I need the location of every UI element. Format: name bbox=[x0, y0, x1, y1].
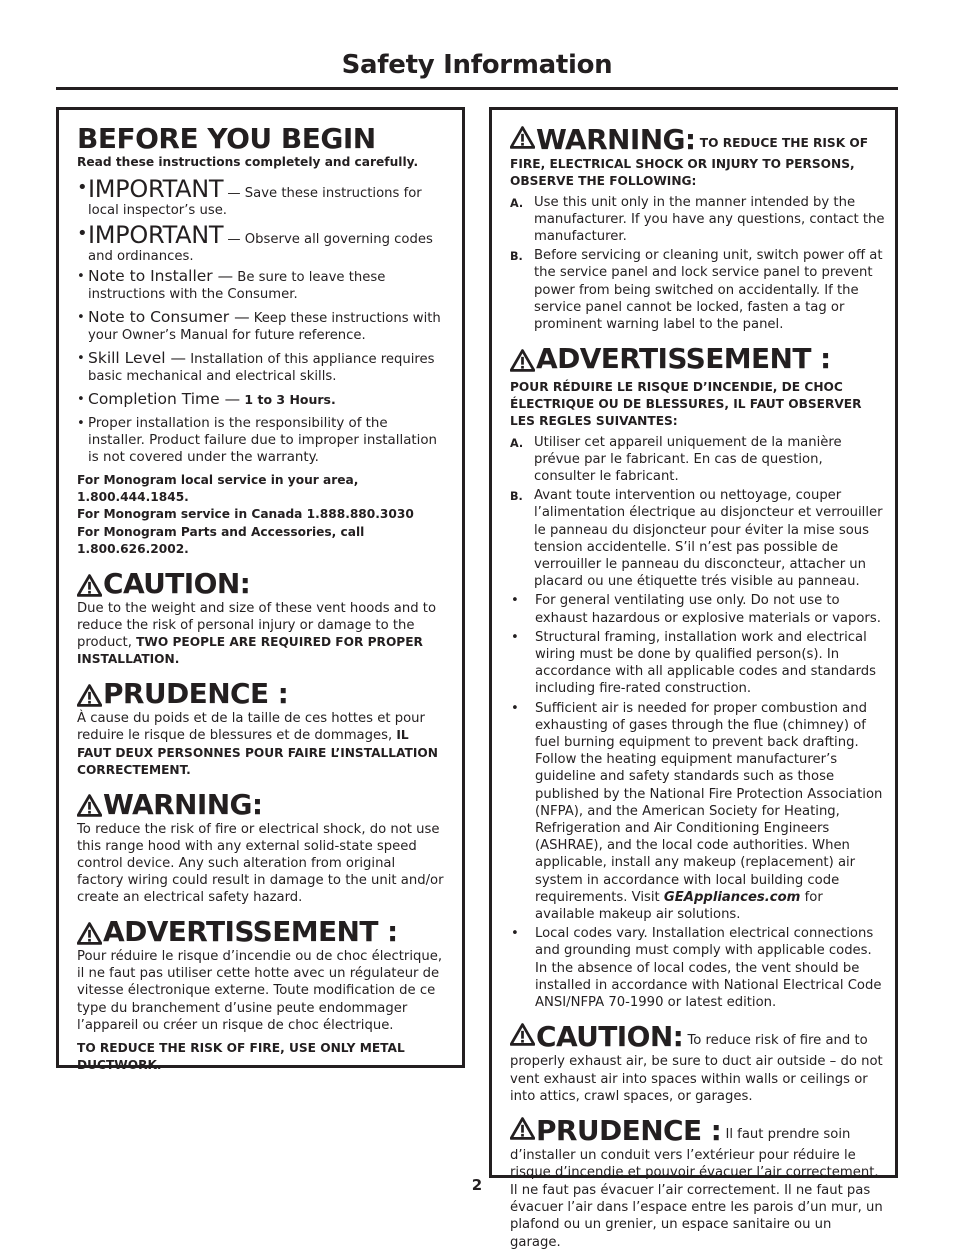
warning-triangle-icon bbox=[510, 1023, 535, 1046]
list-item-text: For general ventilating use only. Do not use to exhaust hazardous or explosive materials or vapors. bbox=[535, 593, 881, 626]
caution-text: To reduce risk of fire and to properly exhaust air, be sure to duct air outside – do not vent exhaust air into spaces within walls or ceilings or into attics, crawl spaces, or garages. bbox=[510, 1033, 883, 1104]
warnings-panel bbox=[489, 107, 898, 1250]
list-marker: B. bbox=[510, 490, 523, 504]
warning-triangle-icon bbox=[510, 126, 535, 149]
prudence-text bbox=[77, 710, 444, 778]
caution-body: Due to the weight and size of these vent hoods and to reduce the risk of personal injury or damage to the product, bbox=[77, 601, 437, 651]
caution-title: CAUTION: bbox=[103, 567, 251, 601]
list-marker: A. bbox=[510, 436, 524, 450]
metal-ductwork-notice: TO REDUCE THE RISK OF FIRE, USE ONLY METAL DUCTWORK. bbox=[77, 1040, 405, 1072]
list-item-text: Proper installation is the responsibility of the installer. Product failure due to improper installation is not covered under the warranty. bbox=[88, 416, 438, 465]
prudence-text: Il faut prendre soin d’installer un conduit vers l’extérieur pour réduire le risque d’incendie et pouvoir évacuer l’air correctement. Il ne faut pas évacuer l’air correctement. Il ne faut pas évacuer l’air dans l’espace entre les parois d’un mur, un plafond ou un grenier, un espace sanitaire ou un garage. bbox=[510, 1127, 883, 1250]
list-item-text: Sufficient air is needed for proper combustion and exhausting of gases through the flue (chimney) of fuel burning equipment to prevent back drafting. Follow the heating equipment manufacturer’s guideline and safety standards such as those published by the National Fire Protection Association (NFPA), and the American Society for Heating, Refrigeration and Air Conditioning Engineers (ASHRAE), and the local code authorities. When applicable, install any makeup (replacement) air system in accordance with local building code requirements. Visit bbox=[535, 700, 883, 905]
warning-title: WARNING: bbox=[536, 123, 696, 156]
advertissement-text: Pour réduire le risque d’incendie ou de choc électrique, il ne faut pas utiliser cette hotte avec un régulateur de vitesse électronique externe. Toute modification de ce type du branchement d’usine peute endommager l’appareil ou créer un risque de choc électrique. bbox=[77, 949, 443, 1033]
list-item bbox=[77, 268, 444, 303]
list-item-text: Be sure to leave these instructions with the Consumer. bbox=[88, 270, 386, 302]
list-item-text: — Observe all governing codes and ordinances. bbox=[88, 232, 433, 264]
list-item bbox=[510, 194, 885, 246]
list-item-text: Use this unit only in the manner intended by the manufacturer. If you have any questions, contact the manufacturer. bbox=[534, 194, 885, 244]
before-you-begin-heading: BEFORE YOU BEGIN bbox=[77, 122, 376, 155]
bullet-icon: • bbox=[511, 593, 519, 609]
list-item bbox=[510, 247, 885, 333]
list-item bbox=[77, 415, 444, 466]
list-item bbox=[77, 350, 444, 385]
caution-heading bbox=[77, 568, 444, 600]
bullet-icon: • bbox=[511, 629, 519, 645]
list-item-text: Keep these instructions with your Owner’s Manual for future reference. bbox=[88, 311, 441, 343]
warning-text: To reduce the risk of fire or electrical shock, do not use this range hood with any external solid-state speed control device. Any such alteration from original factory wiring could result in damage to the unit and/or create an electrical safety hazard. bbox=[77, 821, 444, 906]
bullet-icon: • bbox=[77, 416, 85, 431]
caution-title: CAUTION: bbox=[536, 1020, 684, 1054]
list-item bbox=[510, 925, 885, 1011]
prudence-body: À cause du poids et de la taille de ces hottes et pour reduire le risque de blessures et de dommages, bbox=[77, 711, 425, 744]
warning-heading bbox=[77, 789, 444, 821]
service-line: 1.800.444.1845. bbox=[77, 490, 189, 505]
warning-triangle-icon bbox=[77, 574, 102, 597]
completion-time-label: Completion Time — bbox=[88, 390, 241, 408]
prudence-title: PRUDENCE : bbox=[103, 677, 289, 711]
list-item bbox=[77, 176, 444, 219]
warning-triangle-icon bbox=[77, 684, 102, 707]
advertissement-title: ADVERTISSEMENT : bbox=[536, 342, 831, 376]
warning-title: WARNING: bbox=[103, 787, 263, 821]
page-number: 2 bbox=[471, 1176, 483, 1194]
bullet-icon: • bbox=[511, 700, 519, 716]
list-item bbox=[510, 629, 885, 698]
list-item-text: Before servicing or cleaning unit, switch power off at the service panel and lock service panel to prevent power from being switched on accidentally. If the service panel cannot be locked, fasten a tag or prominent warning label to the panel. bbox=[534, 248, 883, 333]
list-item bbox=[510, 700, 885, 924]
title-divider bbox=[56, 87, 898, 90]
note-to-installer-label: Note to Installer — bbox=[88, 267, 234, 285]
monogram-service-info bbox=[77, 472, 444, 558]
caution-emphasis: TWO PEOPLE ARE REQUIRED FOR PROPER INSTALLATION. bbox=[77, 635, 423, 667]
bullet-icon: • bbox=[77, 177, 88, 198]
list-item bbox=[77, 391, 444, 409]
prudence-heading bbox=[77, 678, 444, 710]
list-item-text: for available makeup air solutions. bbox=[535, 889, 823, 922]
page-title: Safety Information bbox=[341, 50, 613, 80]
list-item-text: Structural framing, installation work and electrical wiring must be done by qualified person(s). In accordance with all applicable codes and standards including fire-rated construction. bbox=[535, 629, 877, 697]
list-item bbox=[510, 592, 885, 626]
skill-level-label: Skill Level — bbox=[88, 349, 187, 367]
advertissement-intro: POUR RÉDUIRE LE RISQUE D’INCENDIE, DE CHOC ÉLECTRIQUE OU DE BLESSURES, IL FAUT OBSERVER LES REGLES SUIVANTES: bbox=[510, 380, 862, 429]
bullet-icon: • bbox=[511, 926, 519, 942]
prudence-title: PRUDENCE : bbox=[536, 1114, 722, 1148]
before-you-begin-panel bbox=[56, 107, 465, 1072]
list-item bbox=[77, 222, 444, 265]
warning-triangle-icon bbox=[77, 794, 102, 817]
list-item-text: Utiliser cet appareil uniquement de la manière prévue par le fabricant. En cas de question, consulter le fabricant. bbox=[534, 434, 842, 484]
list-marker: B. bbox=[510, 250, 523, 264]
important-label: IMPORTANT bbox=[88, 221, 224, 249]
list-marker: A. bbox=[510, 196, 524, 210]
completion-time-value: 1 to 3 Hours. bbox=[240, 392, 336, 407]
service-line: For Monogram local service in your area, bbox=[77, 473, 359, 487]
warning-triangle-icon bbox=[510, 1117, 535, 1140]
ge-appliances-link[interactable]: GEAppliances.com bbox=[663, 889, 801, 905]
before-you-begin-subheading: Read these instructions completely and carefully. bbox=[77, 155, 419, 169]
service-line: For Monogram Parts and Accessories, call bbox=[77, 524, 365, 539]
advertissement-title: ADVERTISSEMENT : bbox=[103, 915, 398, 949]
caution-text bbox=[77, 600, 444, 668]
list-item bbox=[510, 434, 885, 486]
bullet-icon: • bbox=[77, 392, 85, 407]
bullet-icon: • bbox=[77, 310, 85, 325]
prudence-emphasis: IL FAUT DEUX PERSONNES POUR FAIRE L’INSTALLATION CORRECTEMENT. bbox=[77, 728, 438, 777]
bullet-icon: • bbox=[77, 269, 85, 284]
warning-intro: TO REDUCE THE RISK OF FIRE, ELECTRICAL SHOCK OR INJURY TO PERSONS, OBSERVE THE FOLLOWING: bbox=[510, 136, 869, 189]
important-label: IMPORTANT bbox=[88, 175, 224, 203]
list-item-text: Avant toute intervention ou nettoyage, couper l’alimentation électrique au disjoncteur et verrouiller le panneau du disjoncteur pour éviter la mise sous tension accidentelle. S’il n’est pas possible de verrouiller le panneau du disconcteur, attacher un placard ou une étiquette trés visible au panneau. bbox=[534, 488, 883, 590]
list-item-text: — Save these instructions for local inspector’s use. bbox=[88, 186, 422, 218]
note-to-consumer-label: Note to Consumer — bbox=[88, 308, 250, 326]
service-line: For Monogram service in Canada 1.888.880.3030 bbox=[77, 507, 414, 522]
warning-triangle-icon bbox=[510, 349, 535, 372]
bullet-icon: • bbox=[77, 351, 85, 366]
service-line: 1.800.626.2002. bbox=[77, 541, 189, 556]
list-item-text: Installation of this appliance requires basic mechanical and electrical skills. bbox=[88, 352, 435, 384]
caution-block bbox=[510, 1021, 885, 1105]
list-item bbox=[77, 309, 444, 344]
warning-triangle-icon bbox=[77, 922, 102, 945]
warning-heading bbox=[510, 124, 885, 191]
advertissement-heading bbox=[77, 916, 444, 948]
bullet-icon: • bbox=[77, 223, 88, 244]
list-item bbox=[510, 487, 885, 590]
list-item-text: Local codes vary. Installation electrical connections and grounding must comply with applicable codes. In the absence of local codes, the vent should be installed in accordance with National Electrical Code ANSI/NFPA 70-1990 or latest edition. bbox=[535, 926, 882, 1010]
advertissement-heading bbox=[510, 343, 885, 375]
